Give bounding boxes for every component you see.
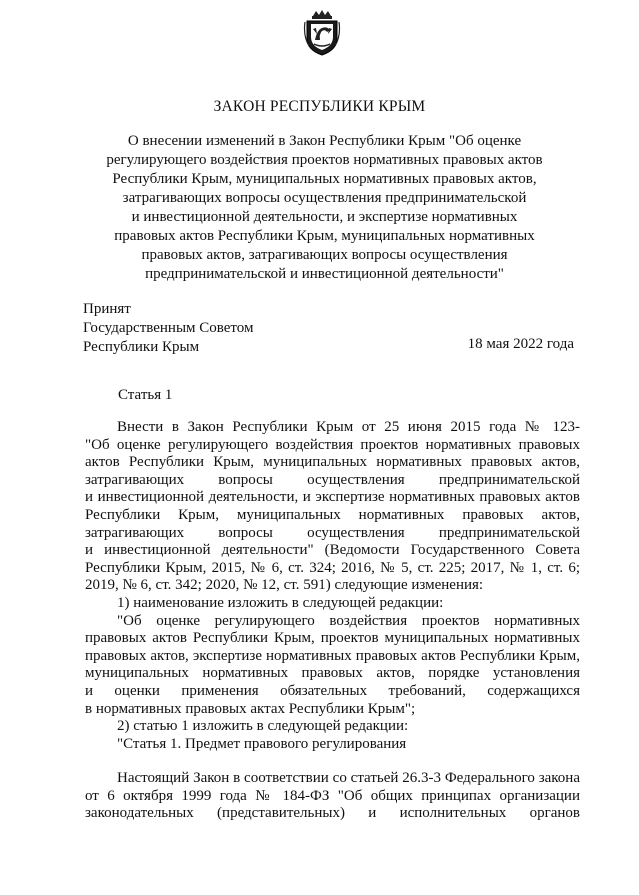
body-line: Республики Крым, муниципальных нормативных правовых актов, xyxy=(85,506,580,523)
subtitle-line: правовых актов Республики Крым, муниципальных нормативных xyxy=(114,228,535,244)
subtitle-line: правовых актов, затрагивающих вопросы осуществления xyxy=(141,247,508,263)
body-line: Настоящий Закон в соответствии со статьей 26.3-3 Федерального закона xyxy=(117,770,580,787)
law-title: ЗАКОН РЕСПУБЛИКИ КРЫМ xyxy=(213,98,426,115)
body-line: "Об оценке регулирующего воздействия проектов нормативных xyxy=(117,612,580,629)
article-heading: Статья 1 xyxy=(118,387,173,403)
adoption-line: Принят xyxy=(83,301,131,317)
body-line: законодательных (представительных) и исполнительных органов xyxy=(85,805,580,822)
law-subtitle xyxy=(100,132,549,284)
body-line: Республики Крым, 2015, № 6, ст. 324; 2016, № 5, ст. 225; 2017, № 1, ст. 6; xyxy=(85,559,580,576)
body-line: 2) статью 1 изложить в следующей редакции: xyxy=(117,718,409,735)
body-line: 1) наименование изложить в следующей редакции: xyxy=(117,594,444,611)
body-spacer xyxy=(85,753,580,770)
body-line: актов Республики Крым, муниципальных нормативных правовых актов, xyxy=(85,454,580,471)
body-line: в нормативных правовых актах Республики Крым"; xyxy=(85,700,416,717)
adoption-block xyxy=(83,300,254,357)
subtitle-line: регулирующего воздействия проектов нормативных правовых актов xyxy=(106,152,543,168)
adoption-line: Республики Крым xyxy=(83,339,200,355)
body-line: Внести в Закон Республики Крым от 25 июня 2015 года № 123- xyxy=(117,419,580,435)
crimea-coat-of-arms-icon xyxy=(303,10,341,56)
body-line: правовых актов, экспертизе нормативных правовых актов Республики Крым, xyxy=(85,647,580,664)
body-line: "Об оценке регулирующего воздействия проектов нормативных правовых xyxy=(85,436,580,453)
body-line: и оценки применения обязательных требований, содержащихся xyxy=(85,682,580,699)
body-line: затрагивающих вопросы осуществления предпринимательской xyxy=(85,471,580,488)
body-line: правовых актов Республики Крым, проектов муниципальных нормативных xyxy=(85,630,580,647)
adoption-line: Государственным Советом xyxy=(83,320,254,336)
body-line: от 6 октября 1999 года № 184-ФЗ "Об общих принципах организации xyxy=(85,787,580,804)
adoption-date: 18 мая 2022 года xyxy=(467,336,574,352)
body-line: 2019, № 6, ст. 342; 2020, № 12, ст. 591) следующие изменения: xyxy=(85,577,484,594)
body-line: затрагивающих вопросы осуществления предпринимательской xyxy=(85,524,580,541)
subtitle-line: О внесении изменений в Закон Республики Крым "Об оценке xyxy=(127,133,522,149)
body-line: и инвестиционной деятельности" (Ведомости Государственного Совета xyxy=(85,542,580,559)
subtitle-line: предпринимательской и инвестиционной деятельности" xyxy=(145,266,504,282)
article-body xyxy=(85,419,580,823)
subtitle-line: затрагивающих вопросы осуществления предпринимательской xyxy=(122,190,527,206)
subtitle-line: и инвестиционной деятельности, и экспертизе нормативных xyxy=(131,209,518,225)
body-line: "Статья 1. Предмет правового регулирования xyxy=(117,735,407,752)
body-line: муниципальных нормативных правовых актов, порядке установления xyxy=(85,665,580,682)
body-line: и инвестиционной деятельности, и экспертизе нормативных правовых актов xyxy=(85,489,580,506)
subtitle-line: Республики Крым, муниципальных нормативных правовых актов, xyxy=(112,171,537,187)
